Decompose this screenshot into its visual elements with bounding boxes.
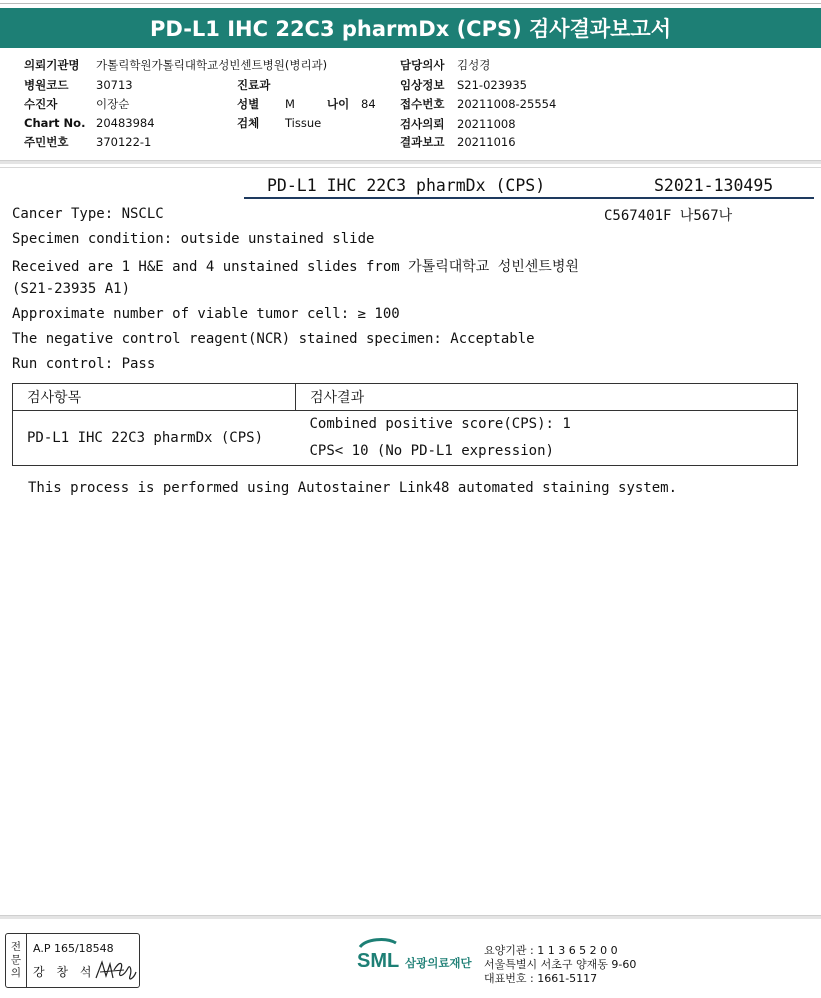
info-value: S21-023935 (457, 78, 527, 92)
title-underline (244, 197, 814, 199)
info-key: 담당의사 (400, 58, 445, 72)
org-address: 서울특별시 서초구 양재동 9-60 (484, 958, 637, 971)
info-patient (24, 96, 129, 112)
header-divider (0, 160, 821, 164)
process-note: This process is performed using Autostainer Link48 automated staining system. (28, 480, 678, 496)
info-clinical (400, 77, 527, 93)
info-value: 20211008-25554 (457, 97, 557, 111)
info-key: 검사의뢰 (400, 117, 445, 131)
info-key: 접수번호 (400, 97, 445, 111)
test-result (296, 411, 798, 466)
header-divider-thin (0, 167, 821, 168)
specialist-char: 의 (10, 967, 22, 979)
report-line-slide-id: (S21-23935 A1) (12, 281, 131, 297)
info-age (327, 96, 376, 112)
specialist-char: 문 (10, 954, 22, 966)
info-key: 성별 (237, 97, 260, 111)
info-value: Tissue (285, 116, 322, 130)
info-value: 이장순 (96, 97, 130, 111)
info-key: 주민번호 (24, 135, 69, 149)
info-institution (24, 57, 327, 73)
info-doctor (400, 57, 490, 73)
info-key: 의뢰기관명 (24, 58, 80, 72)
report-line-run-control: Run control: Pass (12, 356, 156, 372)
info-value: 20211008 (457, 117, 516, 131)
test-title: PD-L1 IHC 22C3 pharmDx (CPS) (267, 176, 546, 195)
report-number: S2021-130495 (654, 176, 774, 195)
info-department (237, 77, 270, 93)
report-line-specimen-condition: Specimen condition: outside unstained slide (12, 231, 375, 247)
header-test-item: 검사항목 (13, 384, 296, 411)
info-key: 임상정보 (400, 78, 445, 92)
specimen-code: C567401F 나567나 (604, 208, 733, 224)
result-table-row (13, 411, 798, 466)
report-line-ncr: The negative control reagent(NCR) stained specimen: Acceptable (12, 331, 535, 347)
header-test-result: 검사결과 (296, 384, 798, 411)
institution-code: 요양기관 : 1 1 3 6 5 2 0 0 (484, 944, 618, 957)
info-value: M (285, 97, 295, 111)
info-value: 30713 (96, 78, 133, 92)
info-resident-no (24, 134, 151, 150)
handwritten-signature (94, 956, 138, 984)
org-phone: 대표번호 : 1661-5117 (484, 972, 598, 985)
info-value: 가톨릭학원가톨릭대학교성빈센트병원(병리과) (96, 58, 328, 72)
footer-divider (0, 915, 821, 919)
pathologist-name: 강 창 석 (33, 965, 96, 979)
result-table-header (13, 384, 798, 411)
info-value: 20483984 (96, 116, 155, 130)
result-table (12, 383, 798, 466)
report-title: PD-L1 IHC 22C3 pharmDx (CPS) 검사결과보고서 (149, 17, 672, 41)
info-key: 결과보고 (400, 135, 445, 149)
info-key: 수진자 (24, 97, 58, 111)
info-receipt-no (400, 96, 556, 112)
info-key: 나이 (327, 97, 350, 111)
info-request-date (400, 116, 516, 132)
report-line-tumor-cell: Approximate number of viable tumor cell: ≥ 100 (12, 306, 400, 322)
org-name: 삼광의료재단 (405, 956, 472, 970)
cps-interpretation: CPS< 10 (No PD-L1 expression) (309, 443, 554, 459)
info-report-date (400, 134, 516, 150)
report-line-received: Received are 1 H&E and 4 unstained slides from 가톨릭대학교 성빈센트병원 (12, 259, 579, 275)
info-sex (237, 96, 295, 112)
report-line-cancer-type: Cancer Type: NSCLC (12, 206, 164, 222)
specialist-char: 전 (10, 941, 22, 953)
pathologist-license: A.P 165/18548 (33, 942, 114, 955)
info-value: 20211016 (457, 135, 516, 149)
report-title-bar (0, 8, 821, 48)
info-value: 84 (361, 97, 376, 111)
info-key: Chart No. (24, 116, 86, 130)
info-chart-no (24, 116, 155, 130)
pathologist-signature-box (5, 933, 140, 988)
specialist-label (6, 934, 27, 987)
info-specimen (237, 115, 321, 131)
cps-score: Combined positive score(CPS): 1 (309, 416, 571, 432)
sml-logo-text: SML (357, 950, 400, 972)
sml-logo-icon (356, 937, 404, 975)
info-hospital-code (24, 77, 133, 93)
info-value: 김성경 (457, 58, 491, 72)
info-value: 370122-1 (96, 135, 152, 149)
info-key: 병원코드 (24, 78, 69, 92)
top-border (0, 3, 821, 4)
test-item-name: PD-L1 IHC 22C3 pharmDx (CPS) (13, 411, 296, 466)
info-key: 진료과 (237, 78, 271, 92)
info-key: 검체 (237, 116, 260, 130)
